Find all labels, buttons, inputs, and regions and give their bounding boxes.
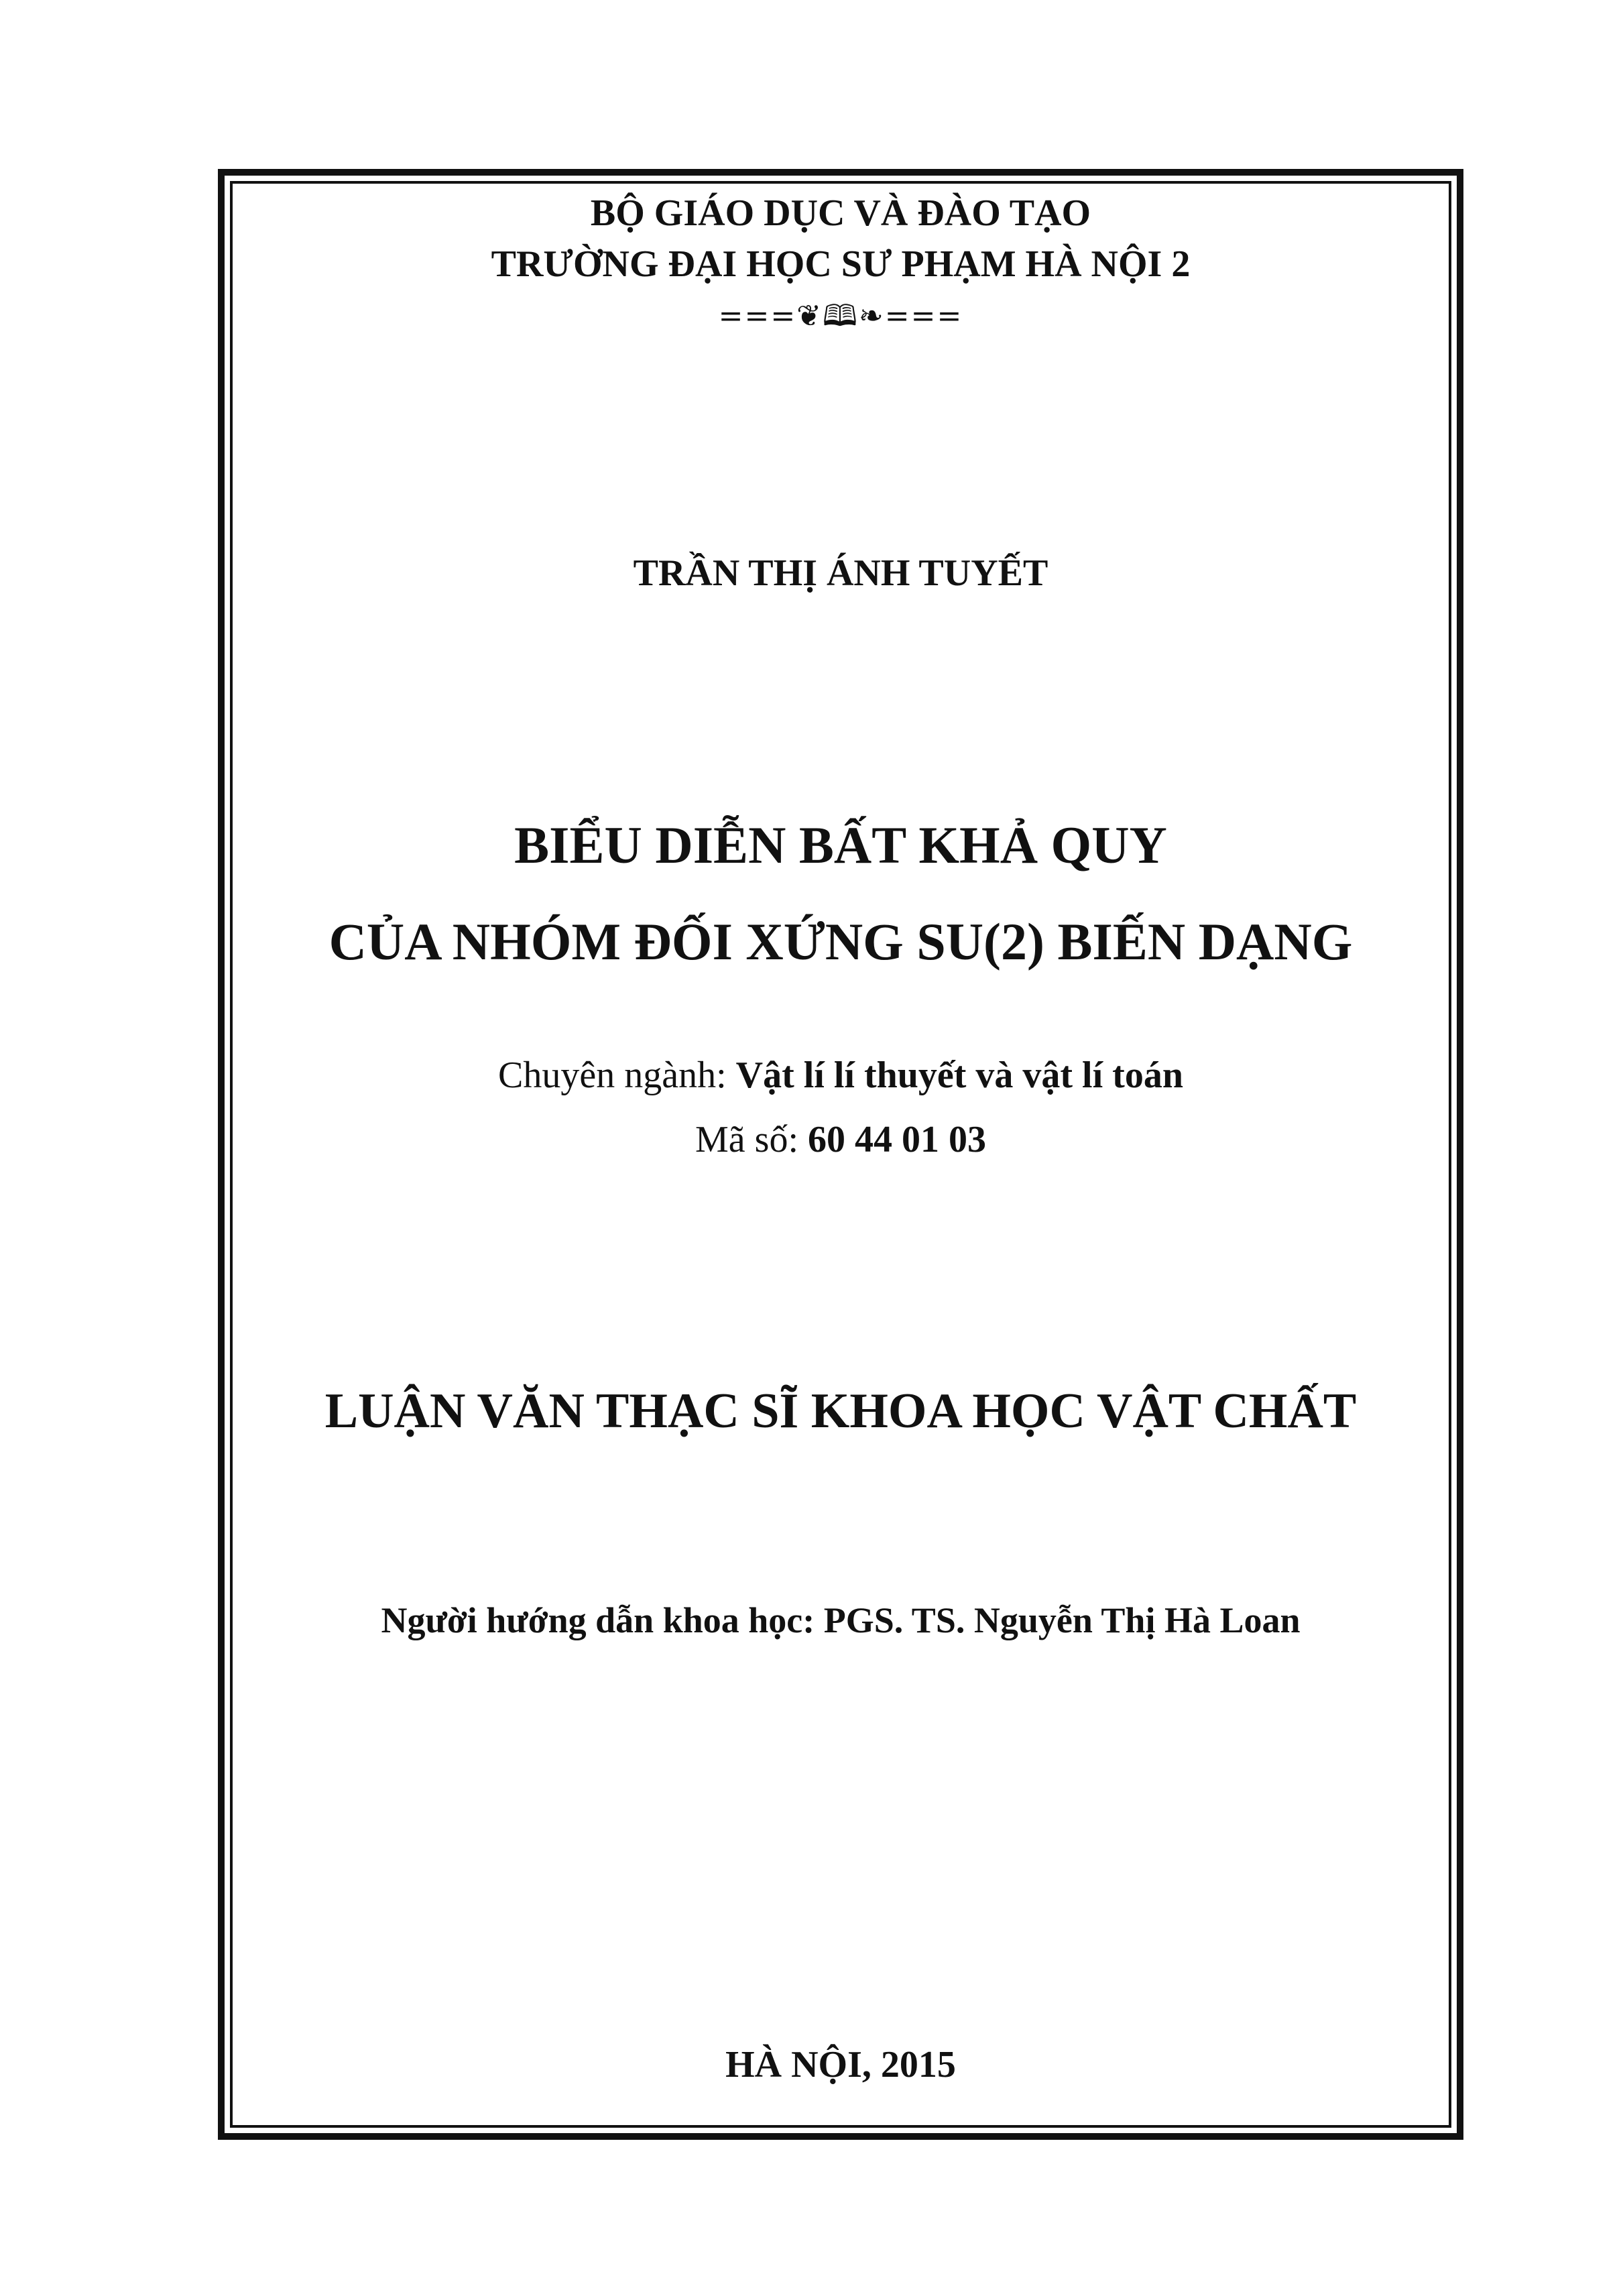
- major-value: Vật lí lí thuyết và vật lí toán: [735, 1054, 1183, 1096]
- major-label: Chuyên ngành:: [498, 1054, 736, 1096]
- place-year: HÀ NỘI, 2015: [725, 2044, 956, 2086]
- ministry-name: BỘ GIÁO DỤC VÀ ĐÀO TẠO: [590, 192, 1091, 234]
- code-line: [230, 1121, 1451, 1158]
- degree-title: LUẬN VĂN THẠC SĨ KHOA HỌC VẬT CHẤT: [324, 1384, 1357, 1439]
- code-value: 60 44 01 03: [808, 1119, 986, 1160]
- university-name: TRƯỜNG ĐẠI HỌC SƯ PHẠM HÀ NỘI 2: [491, 243, 1191, 285]
- major-line: [230, 1056, 1451, 1094]
- book-ornament-icon: ===❦🕮❧===: [718, 299, 963, 333]
- advisor-line: Người hướng dẫn khoa học: PGS. TS. Nguyễn Thị Hà Loan: [381, 1600, 1301, 1640]
- author-name: TRẦN THỊ ÁNH TUYẾT: [633, 552, 1048, 594]
- code-label: Mã số:: [695, 1119, 808, 1160]
- thesis-title-line-1: BIỂU DIỄN BẤT KHẢ QUY: [514, 816, 1167, 874]
- thesis-title-line-2: CỦA NHÓM ĐỐI XỨNG SU(2) BIẾN DẠNG: [328, 912, 1353, 971]
